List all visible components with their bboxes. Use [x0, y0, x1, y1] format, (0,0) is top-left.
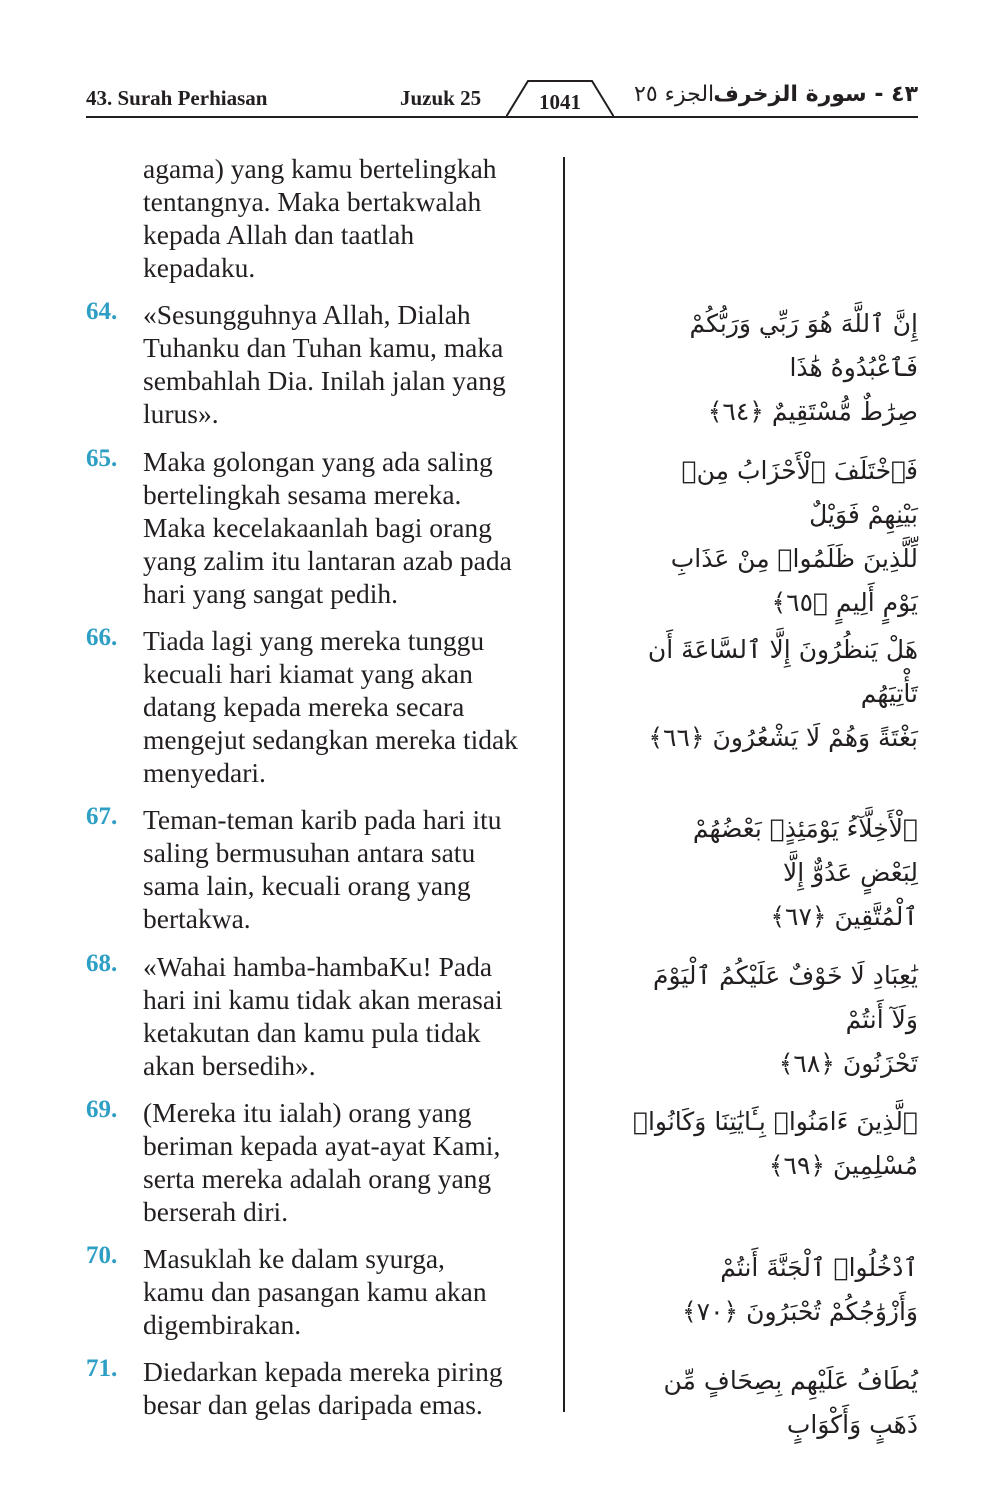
verse-translation: «Wahai hamba-hambaKu! Pada hari ini kamu tidak akan merasai ketakutan dan kamu pula tidak akan bersedih».: [143, 951, 503, 1081]
surah-title-arabic: ٤٣ - سورة الزخرف: [713, 82, 918, 107]
surah-title-latin: 43. Surah Perhiasan: [86, 86, 268, 110]
page-header: [86, 78, 918, 118]
verse-arabic: ٱلَّذِينَ ءَامَنُوا۟ بِـَٔايَٰتِنَا وَكَانُوا۟ مُسْلِمِينَ ﴿٦٩﴾: [632, 1107, 918, 1180]
juz-label-latin: Juzuk 25: [400, 86, 482, 110]
verse-translation: Maka golongan yang ada saling bertelingkah sesama mereka. Maka kecelakaanlah bagi orang yang zalim itu lantaran azab pada hari yang sangat pedih.: [143, 446, 512, 609]
verse-translation: Masuklah ke dalam syurga, kamu dan pasangan kamu akan digembirakan.: [143, 1243, 487, 1340]
header-rule: [86, 116, 918, 118]
verse-translation: Tiada lagi yang mereka tunggu kecuali hari kiamat yang akan datang kepada mereka secara mengejut sedangkan mereka tidak menyedari.: [143, 625, 518, 788]
verse-arabic: فَٱخْتَلَفَ ٱلْأَحْزَابُ مِنۢ بَيْنِهِمْ فَوَيْلٌ لِّلَّذِينَ ظَلَمُوا۟ مِنْ عَذَابِ يَوْمٍ أَلِيمٍ ﴿٦٥﴾: [670, 456, 918, 617]
verse-arabic: يَٰعِبَادِ لَا خَوْفٌ عَلَيْكُمُ ٱلْيَوْمَ وَلَآ أَنتُمْ تَحْزَنُونَ ﴿٦٨﴾: [652, 961, 918, 1078]
verse-arabic: هَلْ يَنظُرُونَ إِلَّا ٱلسَّاعَةَ أَن تَأْتِيَهُم بَغْتَةً وَهُمْ لَا يَشْعُرُونَ ﴿٦٦﴾: [647, 635, 918, 752]
verse-arabic: ٱدْخُلُوا۟ ٱلْجَنَّةَ أَنتُمْ وَأَزْوَٰجُكُمْ تُحْبَرُونَ ﴿٧٠﴾: [682, 1253, 918, 1326]
verse-number: 65.: [86, 445, 118, 472]
verse-arabic: إِنَّ ٱللَّهَ هُوَ رَبِّي وَرَبُّكُمْ فَٱعْبُدُوهُ هَٰذَا صِرَٰطٌ مُّسْتَقِيمٌ ﴿٦٤﴾: [689, 309, 918, 426]
verse-number: 68.: [86, 950, 118, 977]
verse-number: 64.: [86, 298, 118, 325]
page-number: 1041: [539, 90, 581, 114]
juz-label-arabic: الجزء ٢٥: [634, 82, 715, 107]
continued-translation: agama) yang kamu bertelingkah tentangnya. Maka bertakwalah kepada Allah dan taatlah kepadaku.: [143, 153, 497, 283]
verse-number: 70.: [86, 1242, 118, 1269]
verse-arabic: يُطَافُ عَلَيْهِم بِصِحَافٍ مِّن ذَهَبٍ وَأَكْوَابٍ: [663, 1366, 918, 1439]
verse-number: 71.: [86, 1355, 118, 1382]
page-number-tab: [506, 78, 614, 118]
verse-arabic: ٱلْأَخِلَّآءُ يَوْمَئِذٍۭ بَعْضُهُمْ لِبَعْضٍ عَدُوٌّ إِلَّا ٱلْمُتَّقِينَ ﴿٦٧﴾: [692, 814, 918, 931]
column-divider: [563, 157, 565, 1412]
verse-translation: Diedarkan kepada mereka piring besar dan gelas daripada emas.: [143, 1356, 503, 1420]
verse-number: 67.: [86, 803, 118, 830]
verse-translation: «Sesungguhnya Allah, Dialah Tuhanku dan Tuhan kamu, maka sembahlah Dia. Inilah jalan yang lurus».: [143, 299, 506, 429]
verse-number: 69.: [86, 1096, 118, 1123]
verse-translation: Teman-teman karib pada hari itu saling bermusuhan antara satu sama lain, kecuali orang yang bertakwa.: [143, 804, 502, 934]
verse-number: 66.: [86, 624, 118, 651]
verse-translation: (Mereka itu ialah) orang yang beriman kepada ayat-ayat Kami, serta mereka adalah orang yang berserah diri.: [143, 1097, 501, 1227]
